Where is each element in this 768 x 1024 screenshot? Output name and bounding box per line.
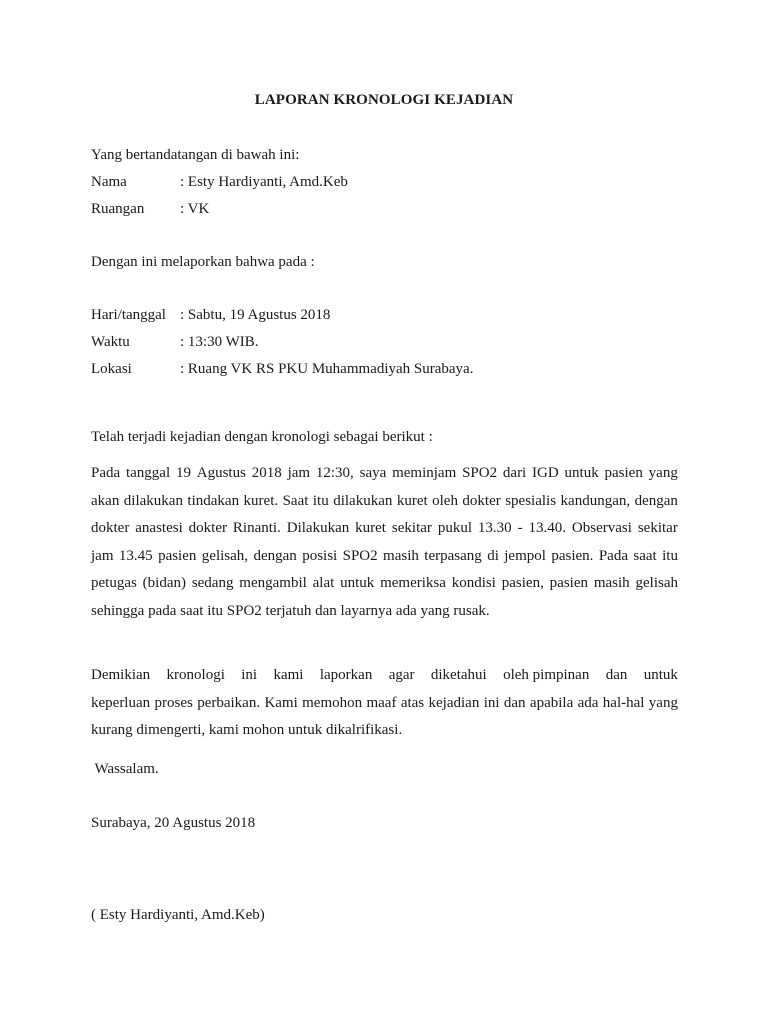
word: kuret. — [243, 492, 279, 509]
chronology-line: sehingga pada saat itu SPO2 terjatuh dan layarnya ada yang rusak. — [91, 602, 490, 619]
closing-word: oleh pimpinan — [503, 667, 590, 683]
word: Kami — [264, 694, 298, 711]
field-label: Ruangan — [91, 201, 145, 217]
word: pasien, — [501, 575, 544, 591]
field-value: : Ruang VK RS PKU Muhammadiyah Surabaya. — [180, 361, 474, 377]
word: hal-hal — [602, 694, 645, 711]
word: kondisi — [451, 575, 496, 591]
word: masih — [593, 575, 630, 591]
word: saat — [633, 547, 657, 564]
word: Pada — [598, 547, 628, 564]
word: untuk — [564, 465, 599, 481]
field-value: : 13:30 WIB. — [180, 334, 259, 350]
word: alat — [312, 575, 335, 591]
closing-line: kurang dimengerti, kami mohon untuk dikalrifikasi. — [91, 722, 403, 738]
word: Pada — [91, 465, 121, 481]
word: terpasang — [424, 547, 482, 564]
word: 19 — [175, 465, 191, 481]
closing-paragraph — [91, 662, 678, 745]
word: dokter — [462, 492, 501, 509]
word: itu — [662, 547, 678, 564]
word: ada — [577, 694, 599, 711]
chronology-line — [91, 460, 678, 488]
field-value: : VK — [180, 201, 210, 217]
closing-word: diketahui — [430, 667, 487, 683]
closing-word: kami — [273, 667, 304, 683]
event-row-date — [91, 307, 330, 324]
word: oleh — [432, 492, 458, 509]
word: tanggal — [125, 465, 171, 481]
chronology-intro: Telah terjadi kejadian dengan kronologi sebagai berikut : — [91, 429, 433, 445]
chronology-line — [91, 488, 678, 516]
salutation: Wassalam. — [91, 761, 159, 777]
word: ini — [483, 694, 500, 711]
signature-name: ( Esty Hardiyanti, Amd.Keb) — [91, 907, 265, 923]
word: dilakukan — [333, 492, 393, 509]
field-value: : Sabtu, 19 Agustus 2018 — [180, 307, 331, 323]
word: perbaikan. — [197, 694, 261, 711]
word: sedang — [191, 575, 234, 591]
event-row-time — [91, 334, 258, 351]
word: kejadian — [428, 694, 480, 711]
word: akan — [91, 492, 120, 509]
word: gelisah, — [201, 547, 249, 564]
word: SPO2 — [462, 465, 498, 481]
word: tindakan — [187, 492, 240, 509]
chronology-line — [91, 515, 678, 543]
closing-first-line — [91, 662, 678, 690]
word: mengambil — [239, 575, 307, 591]
word: 13.30 — [477, 520, 512, 536]
word: gelisah — [635, 575, 678, 591]
identity-row-name — [91, 174, 348, 191]
field-label: Hari/tanggal — [91, 307, 166, 323]
word: itu — [312, 492, 329, 509]
word: dari — [502, 465, 527, 481]
word: - — [517, 520, 523, 536]
chronology-paragraph — [91, 460, 678, 625]
field-label: Lokasi — [91, 361, 132, 377]
word: keperluan — [91, 694, 151, 711]
word: saya — [359, 465, 387, 481]
event-row-location — [91, 361, 473, 378]
word: kuret — [355, 520, 386, 536]
chronology-line — [91, 543, 678, 571]
word: 13.40. — [528, 520, 566, 536]
word: 13.45 — [118, 547, 153, 564]
word: SPO2 — [342, 547, 378, 564]
word: sekitar — [391, 520, 432, 536]
word: pasien — [158, 547, 197, 564]
word: masih — [383, 547, 419, 564]
word: dan — [503, 694, 526, 711]
word: di — [487, 547, 499, 564]
word: apabila — [529, 694, 574, 711]
word: IGD — [532, 465, 559, 481]
word: pukul — [437, 520, 472, 536]
word: kuret — [396, 492, 428, 509]
word: yang — [648, 694, 678, 711]
word: spesialis — [505, 492, 557, 509]
word: memeriksa — [380, 575, 446, 591]
word: (bidan) — [142, 575, 186, 591]
closing-word: kronologi — [166, 667, 225, 683]
statement-text: Dengan ini melaporkan bahwa pada : — [91, 254, 315, 270]
word: untuk — [340, 575, 375, 591]
word: Rinanti. — [232, 520, 281, 536]
word: dokter — [91, 520, 130, 536]
field-value: : Esty Hardiyanti, Amd.Keb — [180, 174, 348, 190]
closing-word: Demikian — [91, 667, 151, 683]
word: yang — [648, 465, 678, 481]
word: maaf — [366, 694, 397, 711]
word: pasien — [549, 575, 588, 591]
word: dilakukan — [123, 492, 183, 509]
word: dengan — [634, 492, 678, 509]
closing-word: ini — [241, 667, 258, 683]
word: posisi — [302, 547, 338, 564]
word: kandungan, — [560, 492, 631, 509]
word: Agustus — [196, 465, 246, 481]
word: petugas — [91, 575, 137, 591]
intro-text: Yang bertandatangan di bawah ini: — [91, 147, 300, 163]
place-date: Surabaya, 20 Agustus 2018 — [91, 815, 256, 831]
word: proses — [154, 694, 193, 711]
word: 2018 — [251, 465, 282, 481]
word: dengan — [253, 547, 297, 564]
closing-word: agar — [388, 667, 415, 683]
word: Saat — [282, 492, 309, 509]
closing-line — [91, 690, 678, 718]
word: sekitar — [637, 520, 678, 536]
field-label: Nama — [91, 174, 127, 190]
word: pasien. — [551, 547, 594, 564]
word: pasien — [604, 465, 643, 481]
field-label: Waktu — [91, 334, 130, 350]
closing-word: dan — [605, 667, 628, 683]
identity-row-room — [91, 201, 209, 218]
word: meminjam — [392, 465, 457, 481]
word: anastesi — [135, 520, 183, 536]
chronology-line — [91, 570, 678, 598]
word: jempol — [504, 547, 546, 564]
word: atas — [400, 694, 425, 711]
word: 12:30, — [315, 465, 354, 481]
closing-word: untuk — [643, 667, 678, 683]
word: jam — [91, 547, 114, 564]
word: Observasi — [571, 520, 632, 536]
word: dokter — [188, 520, 227, 536]
document-title: LAPORAN KRONOLOGI KEJADIAN — [254, 92, 514, 108]
closing-word: laporkan — [319, 667, 373, 683]
word: Dilakukan — [286, 520, 350, 536]
word: memohon — [302, 694, 363, 711]
word: jam — [287, 465, 311, 481]
